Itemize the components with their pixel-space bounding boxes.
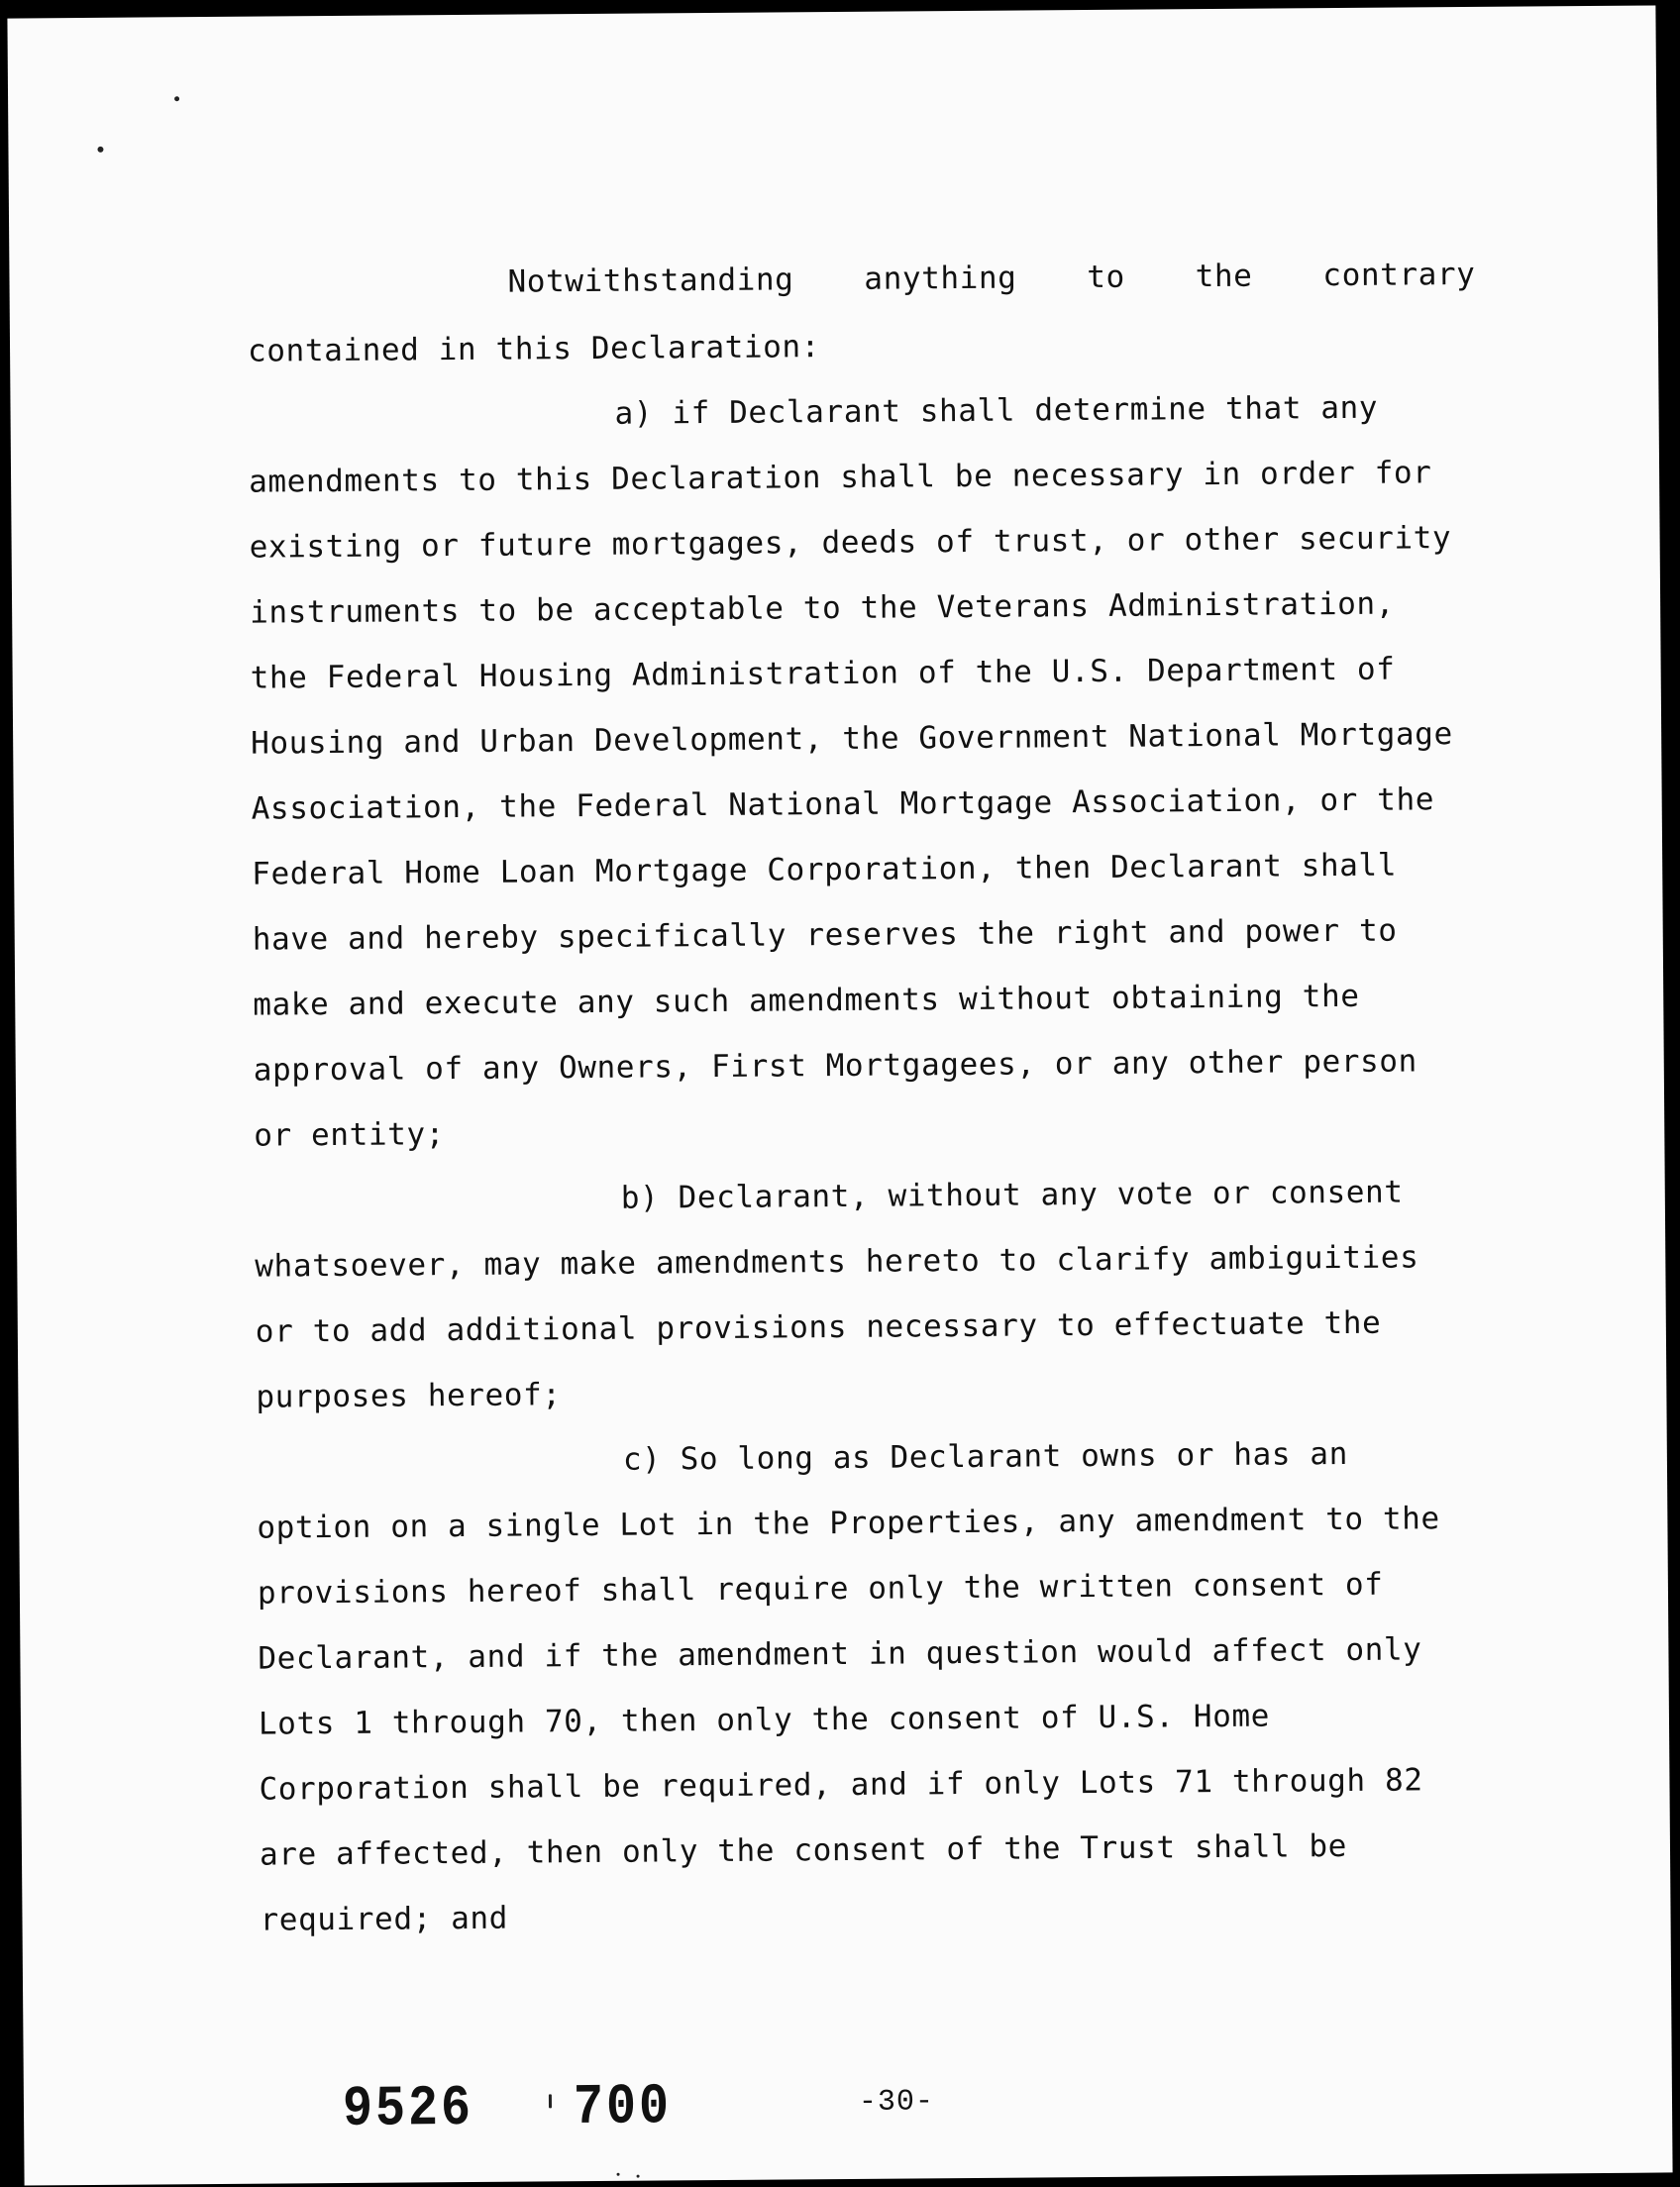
body-line: Declarant, and if the amendment in question would affect only [258,1631,1422,1677]
body-line: option on a single Lot in the Properties, any amendment to the [257,1501,1440,1546]
folio-number: -30- [858,2085,935,2120]
body-line: Corporation shall be required, and if only Lots 71 through 82 [259,1762,1423,1808]
body-line: purposes hereof; [256,1377,562,1415]
scan-speck [97,147,103,153]
item-b-lead: b) Declarant, without any vote or consent [620,1174,1404,1216]
scan-speck [637,2175,640,2178]
body-line: or to add additional provisions necessary to effectuate the [255,1304,1382,1350]
body-line: amendments to this Declaration shall be necessary in order for [248,455,1432,500]
intro-word: the [1195,258,1253,295]
scan-speck [174,96,179,101]
scan-speck [617,2173,620,2176]
item-c-lead: c) So long as Declarant owns or has an [622,1435,1349,1478]
body-line: Federal Home Loan Mortgage Corporation, then Declarant shall [252,847,1398,892]
page-stamp-number: 700 [573,2075,673,2141]
body-line: or entity; [254,1116,446,1154]
body-line: Association, the Federal National Mortgage Association, or the [251,781,1435,827]
item-a-lead: a) if Declarant shall determine that any [614,389,1379,432]
body-line: contained in this Declaration: [247,329,821,369]
body-line: approval of any Owners, First Mortgagees, or any other person [253,1043,1418,1089]
intro-line [507,255,1475,302]
book-number: 9526 [342,2076,474,2143]
body-line: are affected, then only the consent of the Trust shall be [259,1828,1348,1873]
scan-speck [549,2094,552,2108]
intro-word: contrary [1322,256,1476,294]
body-line: whatsoever, may make amendments hereto to clarify ambiguities [255,1239,1419,1285]
body-line: required; and [260,1900,509,1938]
body-line: have and hereby specifically reserves the right and power to [252,912,1398,958]
intro-word: to [1087,259,1125,296]
document-page [7,5,1672,2185]
body-line: make and execute any such amendments without obtaining the [253,978,1360,1023]
intro-word: anything [864,260,1017,297]
body-line: instruments to be acceptable to the Veterans Administration, [250,585,1396,631]
body-line: the Federal Housing Administration of the U.S. Department of [250,651,1396,696]
body-line: Lots 1 through 70, then only the consent of U.S. Home [258,1698,1271,1742]
body-line: provisions hereof shall require only the written consent of [257,1566,1384,1612]
body-line: existing or future mortgages, deeds of trust, or other security [249,520,1452,566]
intro-word: Notwithstanding [507,261,794,300]
body-line: Housing and Urban Development, the Government National Mortgage [251,716,1453,762]
